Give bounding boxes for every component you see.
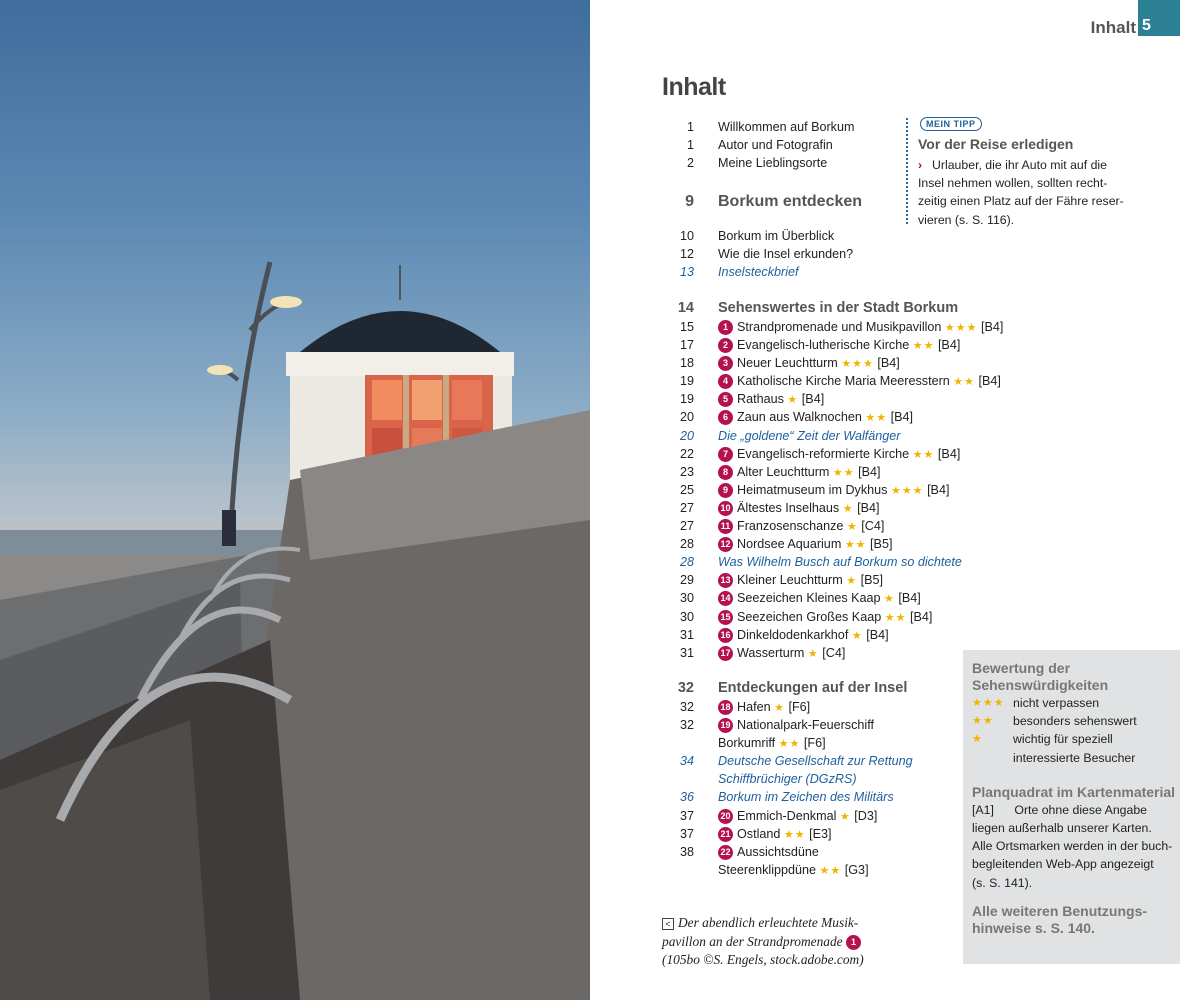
place-marker-badge: 8 bbox=[718, 465, 733, 480]
toc-row-feature[interactable] bbox=[662, 427, 962, 445]
toc-row-feature[interactable] bbox=[662, 788, 962, 806]
toc-label: Inselsteckbrief bbox=[718, 265, 799, 280]
tip-line: Urlauber, die ihr Auto mit auf die bbox=[932, 158, 1107, 173]
legend-grid-line: Alle Ortsmarken werden in der buch- bbox=[972, 839, 1173, 854]
map-grid-ref: [F6] bbox=[803, 736, 826, 751]
star-rating-icon: ★★ bbox=[832, 466, 855, 479]
toc-entry bbox=[718, 698, 810, 717]
map-grid-ref: [B4] bbox=[866, 627, 889, 642]
toc-entry bbox=[718, 408, 913, 427]
toc-entry bbox=[718, 481, 949, 500]
toc-label: Seezeichen Großes Kaap bbox=[737, 609, 882, 624]
legend-rating-text: interessierte Besucher bbox=[1013, 750, 1136, 765]
map-grid-ref: [B5] bbox=[860, 573, 883, 588]
toc-label: Was Wilhelm Busch auf Borkum so dichtete bbox=[718, 555, 962, 570]
toc-row[interactable] bbox=[662, 499, 962, 517]
toc-row[interactable] bbox=[662, 463, 962, 481]
mein-tipp-badge: MEIN TIPP bbox=[920, 117, 982, 131]
place-marker-badge: 16 bbox=[718, 628, 733, 643]
toc-row[interactable] bbox=[662, 825, 962, 843]
map-grid-ref: [E3] bbox=[809, 826, 832, 841]
toc-label: Ältestes Inselhaus bbox=[737, 500, 840, 515]
toc-page: 15 bbox=[679, 320, 694, 334]
page-number: 5 bbox=[1138, 0, 1180, 36]
toc-label: Kleiner Leuchtturm bbox=[737, 573, 843, 588]
toc-entry bbox=[718, 788, 894, 806]
star-rating-icon: ★★ bbox=[953, 376, 976, 389]
toc-row[interactable] bbox=[662, 354, 962, 372]
toc-entry bbox=[718, 390, 824, 409]
toc-stadt-list bbox=[662, 318, 1004, 662]
legend-heading: Bewertung der bbox=[972, 660, 1071, 676]
toc-entry bbox=[718, 354, 900, 373]
place-marker-badge: 3 bbox=[718, 356, 733, 371]
toc-row[interactable] bbox=[662, 698, 962, 716]
toc-section-stadt bbox=[662, 297, 962, 319]
toc-row[interactable] bbox=[662, 336, 962, 354]
toc-row[interactable] bbox=[662, 245, 962, 263]
page-title: Inhalt bbox=[662, 73, 726, 101]
toc-row[interactable] bbox=[662, 734, 962, 752]
place-marker-badge: 9 bbox=[718, 483, 733, 498]
legend-grid-line: begleitenden Web-App angezeigt bbox=[972, 857, 1154, 872]
toc-insel-list bbox=[662, 698, 962, 879]
toc-label: Borkum entdecken bbox=[718, 193, 863, 210]
toc-section-insel bbox=[662, 677, 962, 699]
map-grid-ref: [B4] bbox=[858, 464, 881, 479]
star-rating-icon: ★★ bbox=[783, 828, 806, 841]
toc-row[interactable] bbox=[662, 626, 962, 644]
star-rating-icon: ★ bbox=[846, 575, 858, 588]
toc-row-feature[interactable] bbox=[662, 553, 962, 571]
star-rating-icon: ★★ bbox=[819, 864, 842, 877]
toc-label: Willkommen auf Borkum bbox=[718, 120, 855, 134]
toc-entry bbox=[718, 427, 900, 445]
toc-page: 32 bbox=[677, 680, 694, 696]
toc-row-feature[interactable] bbox=[662, 752, 962, 770]
toc-row[interactable] bbox=[662, 136, 962, 154]
map-grid-ref: [C4] bbox=[822, 645, 846, 660]
dotted-divider bbox=[906, 118, 908, 224]
toc-page: 27 bbox=[679, 500, 694, 515]
place-marker-badge: 15 bbox=[718, 610, 733, 625]
caption-credit: (105bo ©S. Engels, stock.adobe.com) bbox=[662, 952, 864, 967]
toc-row[interactable] bbox=[662, 807, 962, 825]
toc-label: Emmich-Denkmal bbox=[737, 808, 837, 823]
map-grid-ref: [B4] bbox=[909, 609, 933, 624]
toc-page: 28 bbox=[679, 555, 694, 570]
toc-page: 12 bbox=[679, 247, 694, 262]
toc-entry bbox=[718, 463, 881, 482]
toc-entdecken-list bbox=[662, 227, 962, 281]
toc-page: 31 bbox=[679, 627, 694, 642]
map-grid-ref: [G3] bbox=[844, 862, 869, 877]
star-rating-icon: ★ bbox=[787, 394, 799, 407]
legend-rating-text: besonders sehenswert bbox=[1013, 714, 1137, 729]
map-grid-ref: [B4] bbox=[981, 320, 1004, 334]
toc-row[interactable] bbox=[662, 608, 962, 626]
toc-row[interactable] bbox=[662, 571, 962, 589]
toc-label: Meine Lieblingsorte bbox=[718, 156, 828, 171]
toc-label: Entdeckungen auf der Insel bbox=[718, 680, 908, 696]
toc-entry bbox=[718, 716, 874, 734]
toc-page: 1 bbox=[686, 120, 694, 134]
toc-label: Nordsee Aquarium bbox=[737, 537, 842, 552]
toc-entry bbox=[718, 571, 883, 590]
street-lamp bbox=[207, 262, 302, 510]
place-marker-badge: 19 bbox=[718, 718, 733, 733]
place-marker-badge: 12 bbox=[718, 537, 733, 552]
legend-rating-row bbox=[972, 730, 1180, 748]
toc-label: Seezeichen Kleines Kaap bbox=[737, 591, 881, 606]
toc-page: 34 bbox=[679, 754, 694, 769]
toc-row[interactable] bbox=[662, 372, 1001, 390]
toc-page: 36 bbox=[679, 790, 694, 805]
toc-entry bbox=[718, 553, 962, 571]
legend-more-line: Alle weiteren Benutzungs- bbox=[972, 902, 1148, 919]
star-rating-icon: ★★★ bbox=[890, 484, 924, 497]
toc-page: 19 bbox=[679, 374, 694, 389]
map-grid-ref: [F6] bbox=[788, 700, 811, 714]
place-marker-badge: 17 bbox=[718, 646, 733, 661]
running-header: Inhalt bbox=[1090, 18, 1136, 37]
toc-label: Autor und Fotografin bbox=[718, 138, 833, 153]
tip-line: vieren (s. S. 116). bbox=[918, 212, 1015, 227]
legend-grid-line: [A1] Orte ohne diese Angabe bbox=[972, 802, 1148, 817]
toc-entry bbox=[718, 843, 819, 861]
star-rating-icon: ★ bbox=[842, 502, 854, 515]
toc-page: 38 bbox=[679, 844, 694, 859]
star-icon: ★ bbox=[972, 733, 983, 746]
map-grid-ref: [B4] bbox=[937, 338, 961, 353]
toc-label: Wasserturm bbox=[737, 645, 805, 660]
map-grid-ref: [B4] bbox=[937, 446, 961, 461]
place-marker-badge: 2 bbox=[718, 338, 733, 353]
toc-page: 31 bbox=[679, 645, 694, 660]
place-marker-badge: 11 bbox=[718, 519, 733, 534]
toc-page: 28 bbox=[679, 537, 694, 552]
toc-entry bbox=[718, 734, 826, 753]
chevron-right-icon: › bbox=[918, 158, 923, 172]
place-marker-badge: 6 bbox=[718, 410, 733, 425]
toc-page: 30 bbox=[679, 609, 694, 624]
place-marker-badge: 7 bbox=[718, 447, 733, 462]
toc-chapter-entdecken bbox=[662, 189, 962, 215]
toc-page: 20 bbox=[679, 428, 694, 443]
toc-intro bbox=[662, 118, 962, 172]
toc-row[interactable] bbox=[662, 318, 1004, 336]
toc-label: Aussichtsdüne bbox=[737, 844, 819, 859]
legend-grid-line: (s. S. 141). bbox=[972, 875, 1033, 890]
place-marker-badge: 20 bbox=[718, 809, 733, 824]
toc-page: 2 bbox=[686, 156, 694, 171]
toc-page: 18 bbox=[679, 356, 694, 371]
toc-row-feature[interactable] bbox=[662, 770, 962, 788]
toc-page: 20 bbox=[679, 410, 694, 425]
place-marker-badge: 1 bbox=[718, 320, 733, 335]
star-icon: ★★★ bbox=[972, 697, 1005, 709]
toc-entry bbox=[718, 336, 960, 355]
toc-label: Neuer Leuchtturm bbox=[737, 356, 838, 371]
toc-entry bbox=[718, 318, 1003, 337]
caption-line: pavillon an der Strandpromenade bbox=[662, 933, 843, 949]
toc-page: 32 bbox=[679, 700, 694, 714]
star-rating-icon: ★★ bbox=[884, 611, 907, 624]
toc-row[interactable] bbox=[662, 535, 962, 553]
toc-entry bbox=[718, 608, 932, 627]
toc-page: 10 bbox=[679, 229, 694, 243]
map-grid-ref: [B5] bbox=[870, 537, 893, 552]
toc-row[interactable] bbox=[662, 154, 962, 172]
toc-label: Deutsche Gesellschaft zur Rettung bbox=[718, 754, 913, 769]
toc-entry bbox=[718, 589, 921, 608]
star-rating-icon: ★ bbox=[807, 647, 819, 660]
toc-label: Katholische Kirche Maria Meeresstern bbox=[737, 374, 950, 389]
tip-heading: Vor der Reise erledigen bbox=[918, 136, 1074, 152]
toc-row-feature[interactable] bbox=[662, 263, 962, 281]
place-marker-badge: 22 bbox=[718, 845, 733, 860]
toc-label: Steerenklippdüne bbox=[718, 862, 817, 877]
toc-section-heading[interactable] bbox=[662, 677, 962, 699]
legend-rating-text: nicht verpassen bbox=[1013, 696, 1100, 710]
toc-page: 29 bbox=[679, 573, 694, 588]
toc-row[interactable] bbox=[662, 843, 962, 861]
legend-heading: Sehenswürdigkeiten bbox=[972, 677, 1109, 693]
star-rating-icon: ★★ bbox=[844, 539, 867, 552]
place-marker-badge: 18 bbox=[718, 700, 733, 715]
toc-row[interactable] bbox=[662, 481, 962, 499]
toc-page: 9 bbox=[685, 193, 694, 210]
toc-entry bbox=[718, 517, 884, 536]
toc-entry bbox=[718, 445, 960, 464]
toc-row[interactable] bbox=[662, 716, 962, 734]
toc-page: 37 bbox=[679, 826, 694, 841]
toc-entry bbox=[718, 861, 869, 880]
toc-page: 1 bbox=[686, 138, 694, 153]
legend-box bbox=[963, 650, 1180, 964]
toc-entry bbox=[718, 372, 1001, 391]
legend-more-hint bbox=[972, 903, 1180, 937]
toc-chapter-heading[interactable] bbox=[662, 189, 962, 215]
star-rating-icon: ★★ bbox=[912, 448, 935, 461]
star-rating-icon: ★★★ bbox=[841, 358, 874, 371]
toc-entry bbox=[718, 770, 857, 788]
toc-label: Dinkeldodenkarkhof bbox=[737, 627, 849, 642]
toc-page: 30 bbox=[679, 591, 694, 606]
toc-entry bbox=[718, 807, 877, 826]
toc-page: 25 bbox=[679, 482, 694, 497]
map-grid-ref: [B4] bbox=[877, 356, 900, 371]
star-icon: ★★ bbox=[972, 715, 994, 728]
toc-label: Rathaus bbox=[737, 392, 784, 407]
star-rating-icon: ★★ bbox=[912, 340, 935, 353]
map-grid-ref: [B4] bbox=[898, 591, 921, 606]
toc-label: Evangelisch-lutherische Kirche bbox=[737, 338, 910, 353]
contents-page bbox=[590, 0, 1180, 1000]
map-grid-ref: [B4] bbox=[801, 392, 825, 407]
toc-entry bbox=[718, 644, 845, 663]
place-marker-badge: 13 bbox=[718, 573, 733, 588]
place-marker-badge: 21 bbox=[718, 827, 733, 842]
person bbox=[222, 510, 236, 546]
star-rating-icon: ★★ bbox=[865, 412, 888, 425]
toc-row[interactable] bbox=[662, 445, 962, 463]
place-marker-badge: 10 bbox=[718, 501, 733, 516]
toc-label: Evangelisch-reformierte Kirche bbox=[737, 446, 910, 461]
map-grid-ref: [B4] bbox=[857, 500, 880, 515]
place-marker-badge: 14 bbox=[718, 591, 733, 606]
legend-rating-row bbox=[972, 712, 1180, 730]
toc-page: 14 bbox=[677, 300, 694, 316]
toc-row[interactable] bbox=[662, 861, 962, 879]
toc-row[interactable] bbox=[662, 390, 962, 408]
legend-more-line: hinweise s. S. 140. bbox=[972, 919, 1095, 936]
legend-grid-heading: Planquadrat im Kartenmaterial bbox=[972, 783, 1176, 800]
toc-entry bbox=[718, 825, 832, 844]
toc-row[interactable] bbox=[662, 408, 962, 426]
place-marker-badge: 1 bbox=[846, 935, 861, 950]
toc-label: Heimatmuseum im Dykhus bbox=[737, 482, 888, 497]
toc-label: Sehenswertes in der Stadt Borkum bbox=[718, 300, 959, 316]
toc-row[interactable] bbox=[662, 517, 962, 535]
toc-page: 27 bbox=[679, 519, 694, 534]
toc-page: 13 bbox=[679, 265, 694, 280]
tip-body bbox=[918, 156, 1138, 229]
place-marker-badge: 5 bbox=[718, 392, 733, 407]
legend-rating-row bbox=[972, 749, 1180, 767]
toc-label: Schiffbrüchiger (DGzRS) bbox=[718, 772, 857, 787]
star-rating-icon: ★★★ bbox=[944, 322, 978, 334]
toc-entry bbox=[718, 752, 913, 770]
toc-label: Die „goldene“ Zeit der Walfänger bbox=[718, 428, 901, 443]
toc-page: 23 bbox=[679, 464, 694, 479]
toc-row[interactable] bbox=[662, 118, 962, 136]
toc-entry bbox=[718, 626, 889, 645]
toc-label: Zaun aus Walknochen bbox=[737, 410, 862, 425]
map-grid-ref: [B4] bbox=[890, 410, 913, 425]
toc-row[interactable] bbox=[662, 227, 962, 245]
place-marker-badge: 4 bbox=[718, 374, 733, 389]
toc-section-heading[interactable] bbox=[662, 297, 962, 319]
toc-entry bbox=[718, 499, 880, 518]
toc-label: Alter Leuchtturm bbox=[737, 464, 830, 479]
map-grid-ref: [D3] bbox=[854, 808, 878, 823]
toc-page: 19 bbox=[679, 392, 694, 407]
toc-label: Hafen bbox=[737, 700, 771, 714]
star-rating-icon: ★ bbox=[774, 702, 785, 714]
toc-page: 37 bbox=[679, 808, 694, 823]
photo-caption bbox=[662, 914, 882, 970]
toc-label: Borkumriff bbox=[718, 736, 776, 751]
toc-label: Borkum im Zeichen des Militärs bbox=[718, 790, 894, 805]
toc-label: Wie die Insel erkunden? bbox=[718, 247, 854, 262]
left-arrow-icon: < bbox=[662, 918, 674, 930]
star-rating-icon: ★ bbox=[839, 810, 851, 823]
toc-page: 22 bbox=[679, 446, 694, 461]
star-rating-icon: ★ bbox=[884, 593, 895, 606]
legend-rating-row bbox=[972, 694, 1180, 712]
toc-entry bbox=[718, 535, 892, 554]
map-grid-ref: [C4] bbox=[861, 519, 885, 534]
star-rating-icon: ★ bbox=[851, 629, 863, 642]
toc-row[interactable] bbox=[662, 644, 962, 662]
toc-page: 17 bbox=[679, 338, 694, 353]
legend-rating-text: wichtig für speziell bbox=[1013, 732, 1113, 747]
toc-label: Strandpromenade und Musikpavillon bbox=[737, 320, 942, 334]
map-grid-ref: [B4] bbox=[927, 482, 950, 497]
star-rating-icon: ★★ bbox=[778, 738, 801, 751]
toc-label: Nationalpark-Feuerschiff bbox=[737, 718, 874, 733]
map-grid-ref: [B4] bbox=[978, 374, 1001, 389]
tip-line: zeitig einen Platz auf der Fähre reser- bbox=[918, 194, 1124, 209]
toc-row[interactable] bbox=[662, 589, 962, 607]
toc-page: 32 bbox=[679, 718, 694, 733]
star-rating-icon: ★ bbox=[846, 521, 858, 534]
toc-label: Borkum im Überblick bbox=[718, 229, 835, 243]
toc-label: Franzosenschanze bbox=[737, 519, 844, 534]
legend-grid-line: liegen außerhalb unserer Karten. bbox=[972, 821, 1152, 836]
tip-line: Insel nehmen wollen, sollten recht- bbox=[918, 176, 1108, 191]
toc-label: Ostland bbox=[737, 826, 781, 841]
caption-line: Der abendlich erleuchtete Musik- bbox=[678, 915, 859, 930]
